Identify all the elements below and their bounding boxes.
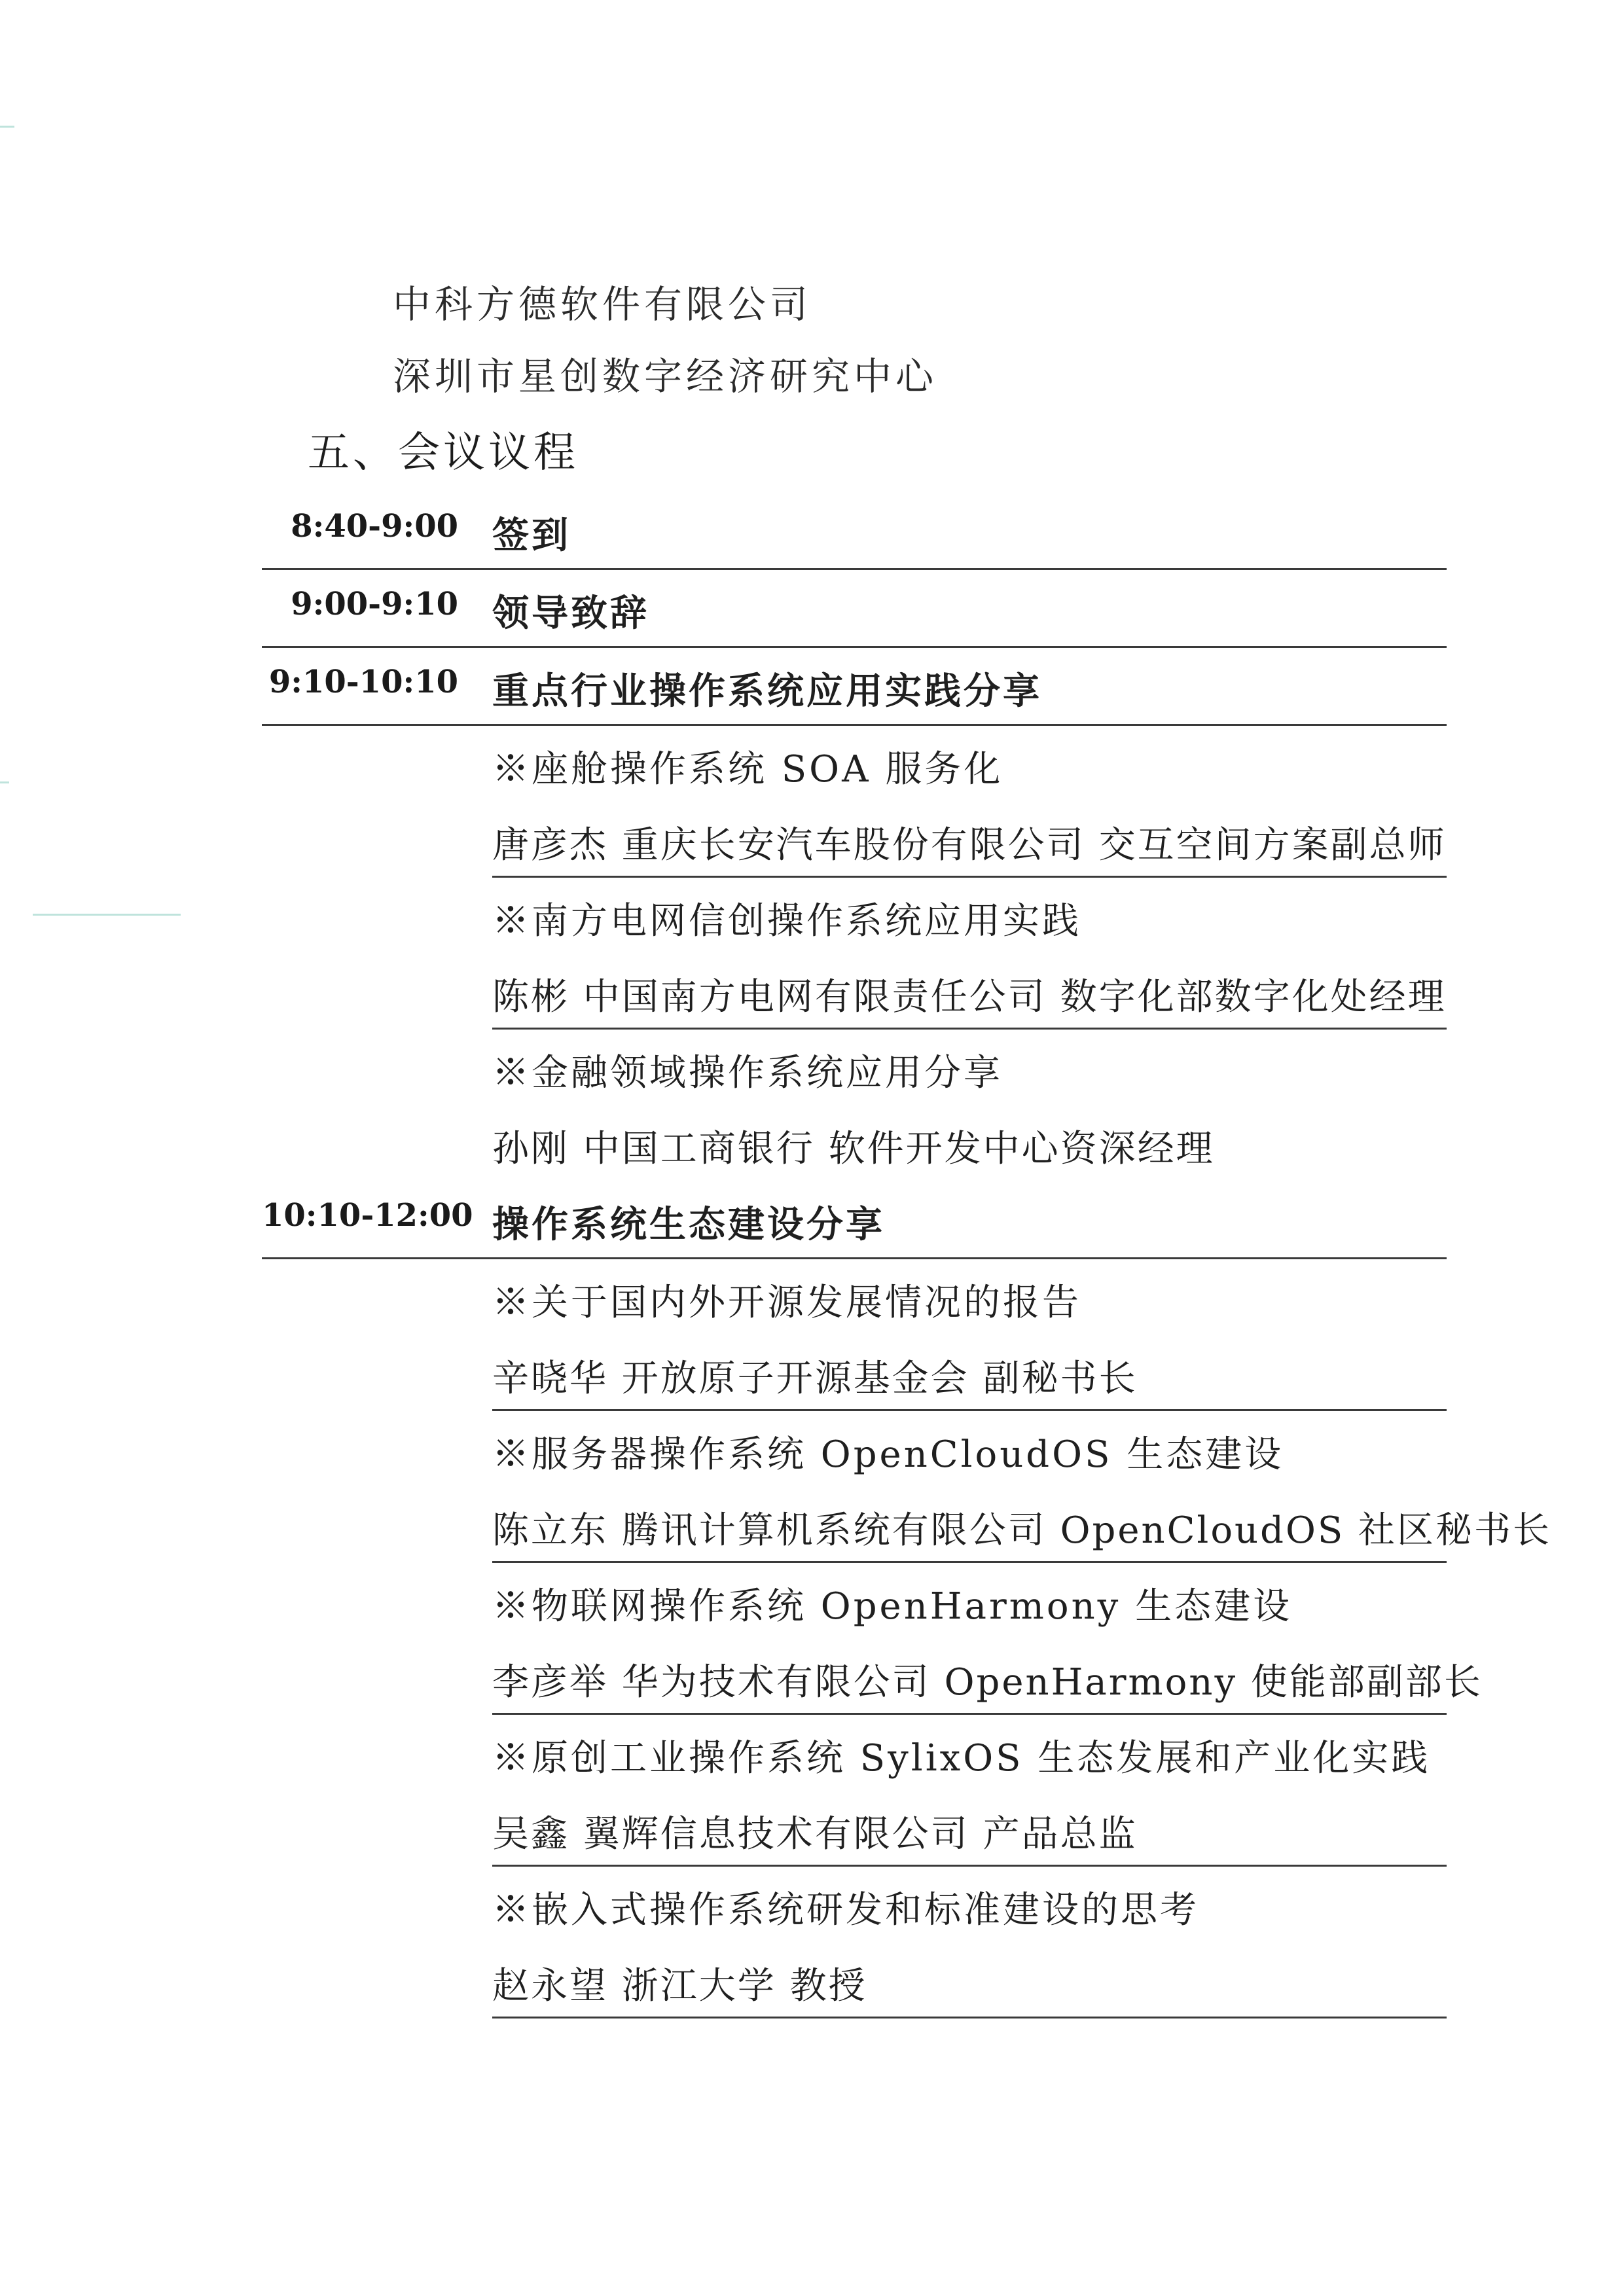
agenda-table [262,492,1552,2018]
speaker-info: 辛晓华 开放原子开源基金会 副秘书长 [492,1357,1138,1400]
talk-title: ※服务器操作系统 OpenCloudOS 生态建设 [492,1433,1284,1476]
agenda-row-speaker [262,1943,1447,2018]
talk-title: ※座舱操作系统 SOA 服务化 [492,748,1003,791]
agenda-row-session [262,648,1447,726]
speaker-info: 唐彦杰 重庆长安汽车股份有限公司 交互空间方案副总师 [492,824,1447,867]
agenda-row-speaker [262,1791,1447,1867]
organizer-line: 深圳市星创数字经济研究中心 [393,354,938,399]
agenda-row-speaker [262,1639,1483,1715]
agenda-row-talk [262,726,1447,802]
agenda-row-talk [262,1563,1447,1639]
session-title: 重点行业操作系统应用实践分享 [492,670,1042,713]
agenda-time: 10:10-12:00 [262,1197,473,1234]
agenda-row-speaker [262,954,1447,1030]
speaker-info: 吴鑫 翼辉信息技术有限公司 产品总监 [492,1813,1138,1856]
speaker-info: 赵永望 浙江大学 教授 [492,1965,867,2007]
agenda-row-session [262,492,1447,570]
session-title: 操作系统生态建设分享 [492,1203,885,1246]
talk-title: ※物联网操作系统 OpenHarmony 生态建设 [492,1585,1293,1628]
agenda-row-speaker [262,1487,1552,1563]
section-title: 五、会议议程 [308,429,579,477]
talk-title: ※金融领域操作系统应用分享 [492,1052,1003,1094]
agenda-row-speaker [262,1105,1447,1181]
agenda-row-speaker [262,802,1447,878]
scan-artifact [0,781,9,783]
agenda-row-speaker [262,1335,1447,1411]
agenda-row-session [262,1181,1447,1259]
agenda-time: 9:00-9:10 [291,586,458,622]
speaker-info: 李彦举 华为技术有限公司 OpenHarmony 使能部副部长 [492,1661,1483,1704]
scan-artifact [0,126,14,128]
session-title: 领导致辞 [492,592,649,635]
agenda-row-talk [262,878,1447,954]
organizer-line: 中科方德软件有限公司 [393,282,812,327]
agenda-row-session [262,570,1447,648]
speaker-info: 陈立东 腾讯计算机系统有限公司 OpenCloudOS 社区秘书长 [492,1509,1552,1552]
agenda-row-talk [262,1411,1447,1487]
agenda-row-talk [262,1715,1447,1791]
talk-title: ※嵌入式操作系统研发和标准建设的思考 [492,1889,1199,1931]
session-title: 签到 [492,514,571,557]
agenda-time: 8:40-9:00 [291,508,458,545]
scan-artifact [33,914,181,916]
speaker-info: 孙刚 中国工商银行 软件开发中心资深经理 [492,1128,1215,1170]
agenda-time: 9:10-10:10 [268,664,458,700]
agenda-row-talk [262,1030,1447,1105]
talk-title: ※原创工业操作系统 SylixOS 生态发展和产业化实践 [492,1737,1431,1780]
talk-title: ※南方电网信创操作系统应用实践 [492,900,1081,942]
talk-title: ※关于国内外开源发展情况的报告 [492,1282,1081,1324]
agenda-row-talk [262,1259,1447,1335]
agenda-row-talk [262,1867,1447,1943]
speaker-info: 陈彬 中国南方电网有限责任公司 数字化部数字化处经理 [492,976,1447,1018]
